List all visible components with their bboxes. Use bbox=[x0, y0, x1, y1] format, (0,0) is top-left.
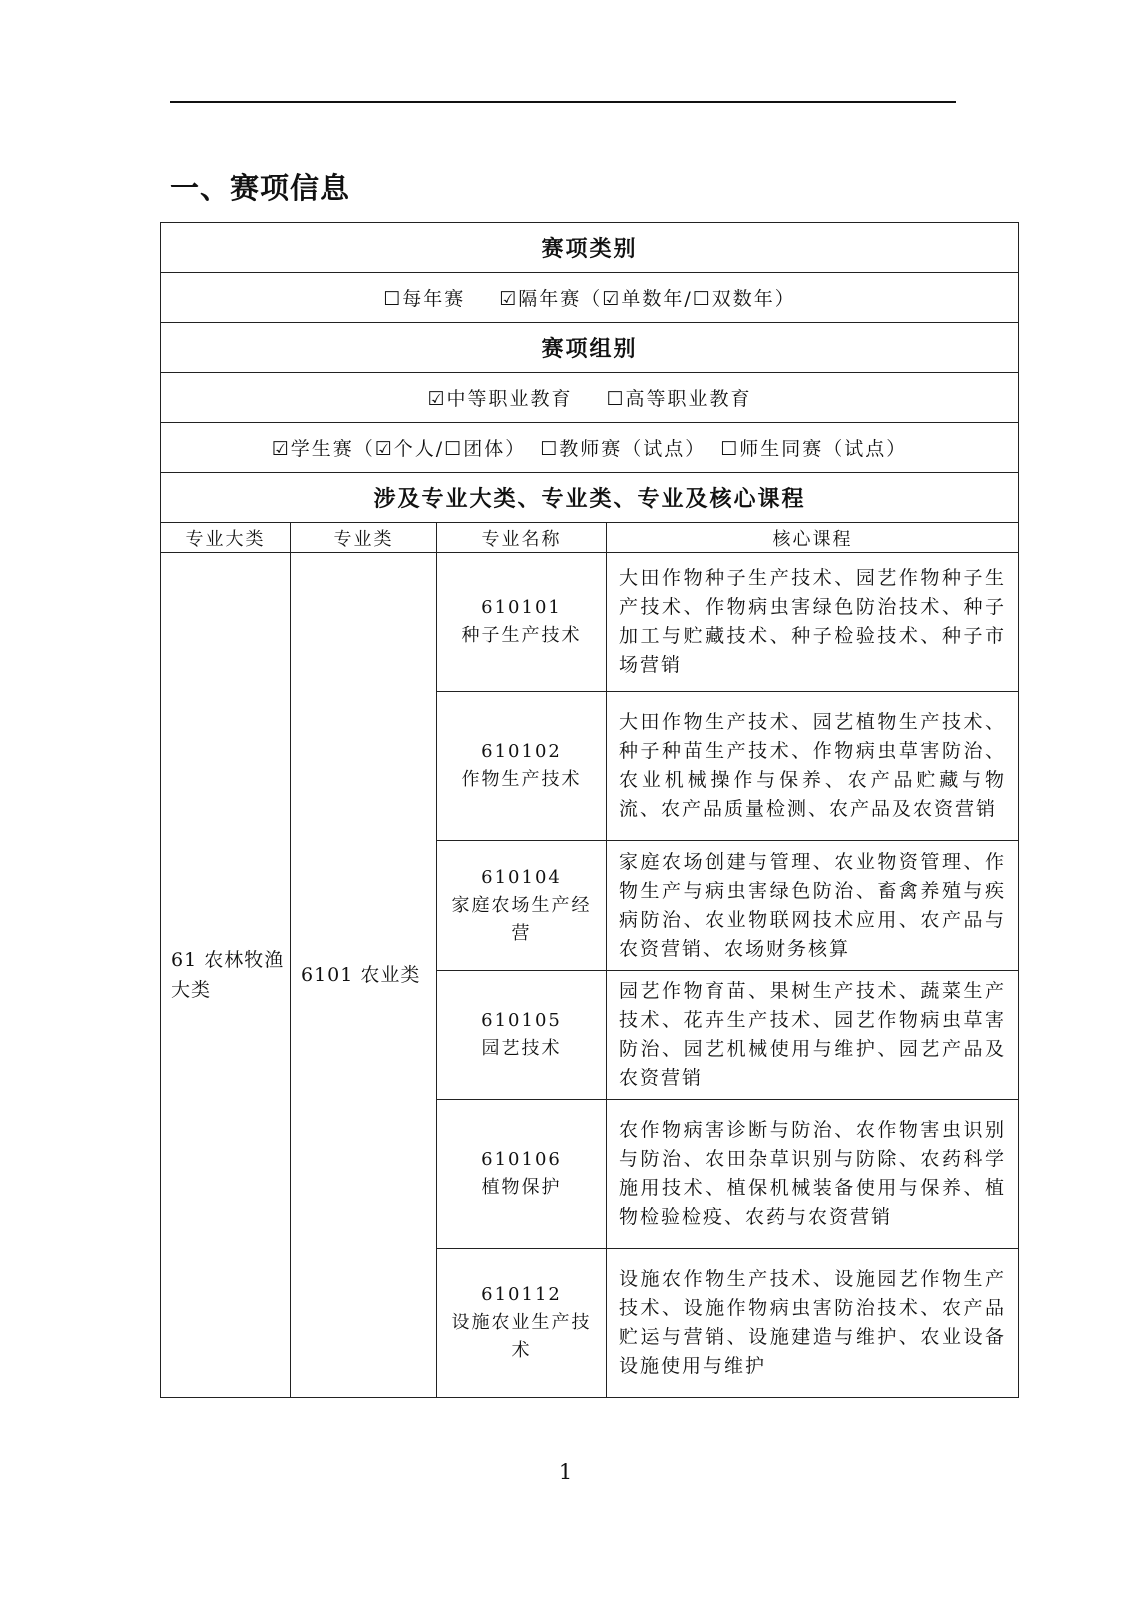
event-info-table bbox=[160, 222, 1019, 1398]
header-subcategory: 专业类 bbox=[291, 523, 437, 553]
major-code: 610104 bbox=[481, 866, 562, 888]
section-heading: 一、赛项信息 bbox=[170, 171, 351, 205]
core-courses-cell: 设施农作物生产技术、设施园艺作物生产技术、设施作物病虫害防治技术、农产品贮运与营销、设施建造与维护、农业设备设施使用与维护 bbox=[607, 1249, 1019, 1398]
major-cell bbox=[437, 971, 607, 1100]
event-category-options bbox=[161, 273, 1019, 323]
option-alternate-year: ☑隔年赛（☑单数年/☐双数年） bbox=[499, 288, 796, 310]
header-rule bbox=[170, 101, 956, 103]
event-group-types bbox=[161, 423, 1019, 473]
major-code: 610112 bbox=[481, 1284, 562, 1305]
major-subcategory-cell: 6101 农业类 bbox=[291, 553, 437, 1398]
option-teacher-student: ☐师生同赛（试点） bbox=[720, 438, 908, 460]
major-name: 种子生产技术 bbox=[461, 625, 582, 646]
major-cell bbox=[437, 1100, 607, 1249]
event-group-title: 赛项组别 bbox=[161, 323, 1019, 373]
major-code: 610106 bbox=[481, 1149, 562, 1170]
option-teacher: ☐教师赛（试点） bbox=[540, 438, 707, 460]
core-courses-cell: 农作物病害诊断与防治、农作物害虫识别与防治、农田杂草识别与防除、农药科学施用技术、植保机械装备使用与保养、植物检验检疫、农药与农资营销 bbox=[607, 1100, 1019, 1249]
major-name: 植物保护 bbox=[481, 1177, 562, 1198]
major-name: 作物生产技术 bbox=[461, 769, 582, 790]
core-courses-cell: 园艺作物育苗、果树生产技术、蔬菜生产技术、花卉生产技术、园艺作物病虫草害防治、园艺机械使用与维护、园艺产品及农资营销 bbox=[607, 971, 1019, 1100]
event-category-title: 赛项类别 bbox=[161, 223, 1019, 273]
header-category: 专业大类 bbox=[161, 523, 291, 553]
option-every-year: ☐每年赛 bbox=[383, 288, 466, 310]
core-courses-cell: 大田作物种子生产技术、园艺作物种子生产技术、作物病虫害绿色防治技术、种子加工与贮藏技术、种子检验技术、种子市场营销 bbox=[607, 553, 1019, 692]
core-courses-cell: 大田作物生产技术、园艺植物生产技术、种子种苗生产技术、作物病虫草害防治、农业机械操作与保养、农产品贮藏与物流、农产品质量检测、农产品及农资营销 bbox=[607, 692, 1019, 841]
major-code: 610101 bbox=[481, 597, 562, 618]
major-cell bbox=[437, 553, 607, 692]
major-name: 家庭农场生产经营 bbox=[451, 894, 592, 944]
major-category-cell: 61 农林牧渔大类 bbox=[161, 553, 291, 1398]
page-number: 1 bbox=[558, 1460, 573, 1484]
major-code: 610105 bbox=[481, 1010, 562, 1031]
option-secondary-vocational: ☑中等职业教育 bbox=[427, 388, 573, 410]
header-major-name: 专业名称 bbox=[437, 523, 607, 553]
event-group-levels bbox=[161, 373, 1019, 423]
core-courses-cell: 家庭农场创建与管理、农业物资管理、作物生产与病虫害绿色防治、畜禽养殖与疾病防治、农业物联网技术应用、农产品与农资营销、农场财务核算 bbox=[607, 841, 1019, 971]
major-name: 园艺技术 bbox=[481, 1038, 562, 1059]
option-higher-vocational: ☐高等职业教育 bbox=[606, 388, 752, 410]
major-code: 610102 bbox=[481, 741, 562, 762]
major-cell bbox=[437, 1249, 607, 1398]
major-name: 设施农业生产技术 bbox=[451, 1312, 592, 1361]
header-core-courses: 核心课程 bbox=[607, 523, 1019, 553]
option-student: ☑学生赛（☑个人/☐团体） bbox=[271, 438, 527, 460]
table-row bbox=[161, 553, 1019, 692]
majors-title: 涉及专业大类、专业类、专业及核心课程 bbox=[161, 473, 1019, 523]
major-cell bbox=[437, 841, 607, 971]
major-cell bbox=[437, 692, 607, 841]
